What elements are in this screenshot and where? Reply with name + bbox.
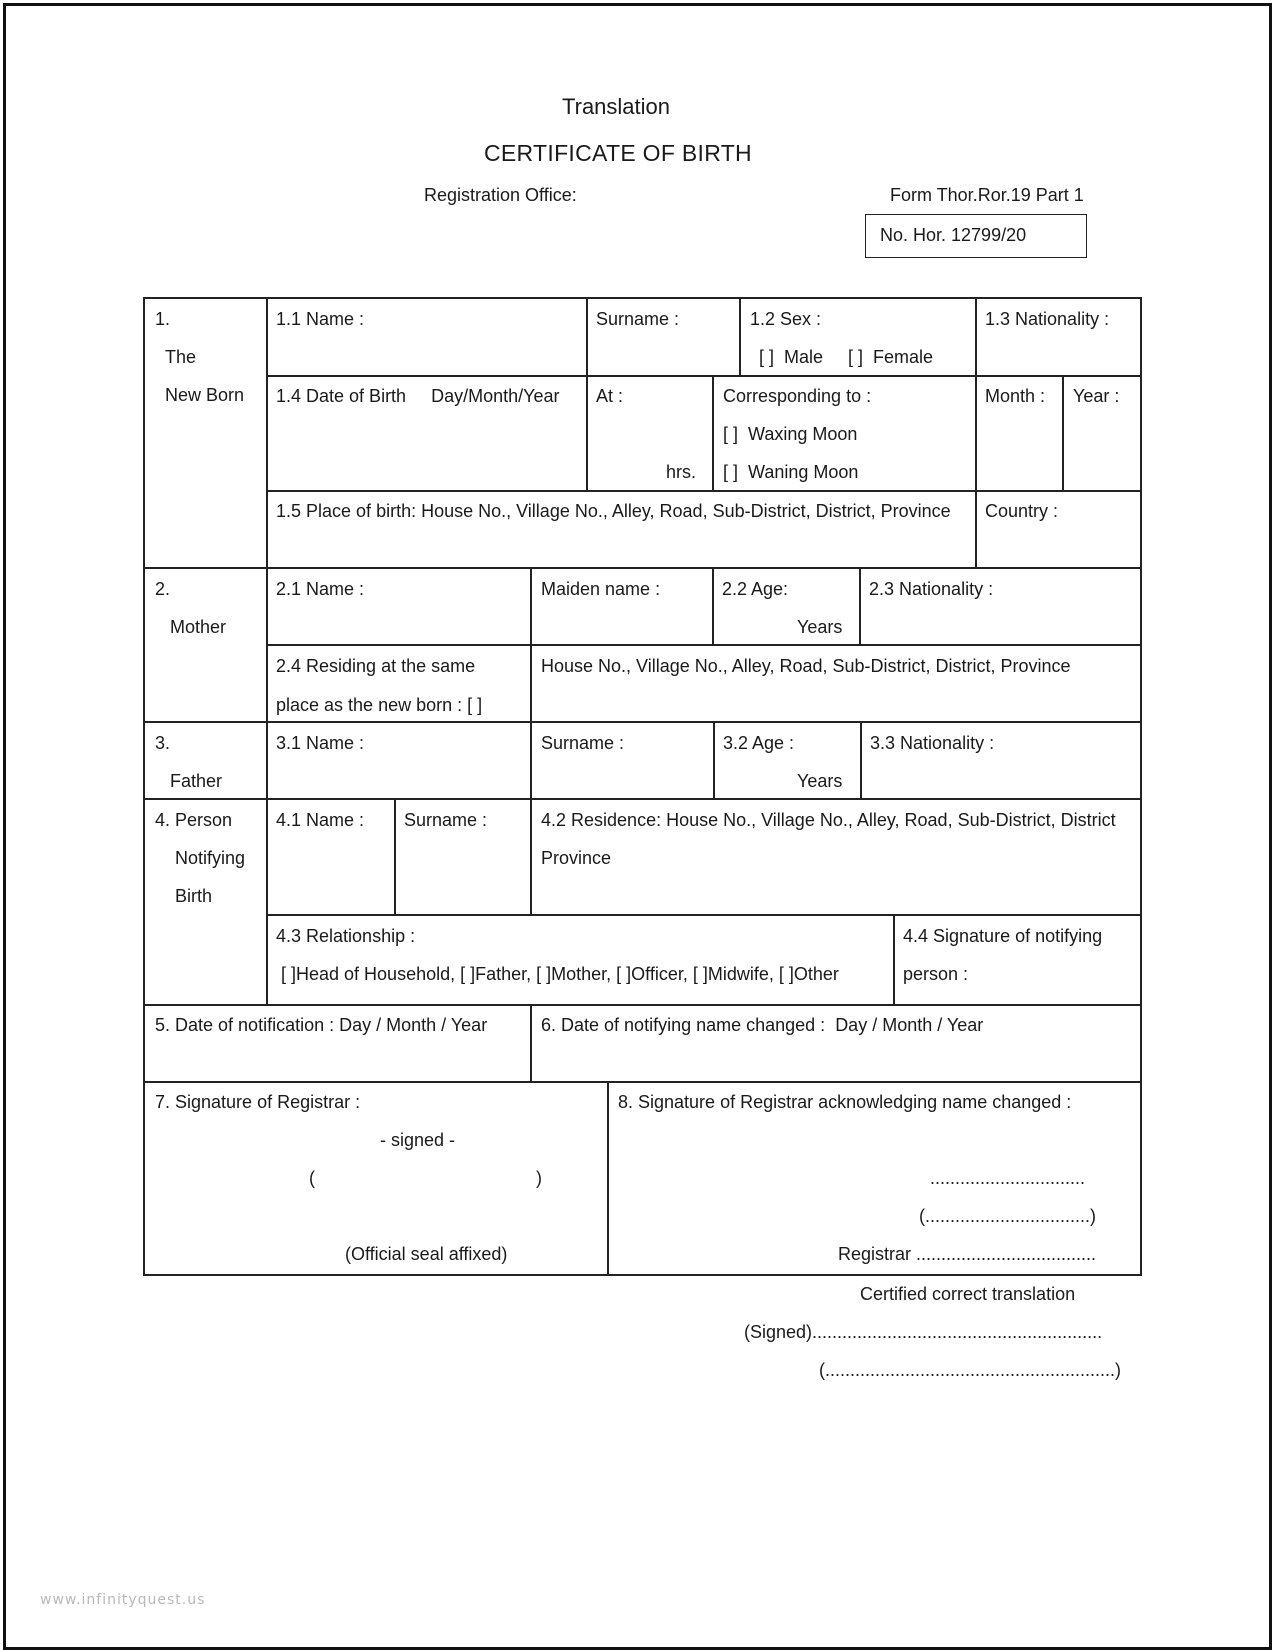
waxing-moon-checkbox: [ ] Waxing Moon [723, 424, 858, 444]
column-divider [975, 299, 977, 567]
registrar-name-open-paren: ( [309, 1168, 315, 1188]
certificate-number: No. Hor. 12799/20 [880, 225, 1027, 245]
certificate-number-box [865, 214, 1087, 258]
father-age-field: 3.2 Age : [723, 733, 795, 753]
section-3-label: Father [170, 771, 223, 791]
hours-unit: hrs. [666, 462, 697, 482]
column-divider [739, 299, 741, 375]
notifier-residence-line1: 4.2 Residence: House No., Village No., Alley, Road, Sub-District, District [541, 810, 1116, 830]
newborn-nationality-field: 1.3 Nationality : [985, 309, 1110, 329]
newborn-sex-field: 1.2 Sex : [750, 309, 822, 329]
father-age-unit: Years [797, 771, 843, 791]
column-divider [712, 375, 714, 490]
row-divider [266, 375, 1142, 377]
section-1-label-line1: The [165, 347, 197, 367]
column-divider [266, 299, 268, 1004]
certificate-table [143, 297, 1142, 1276]
document-label: Translation [562, 94, 671, 119]
section-4-label-line3: Birth [175, 886, 213, 906]
row-divider [266, 644, 1142, 646]
mother-residing-line2: place as the new born : [ ] [276, 695, 483, 715]
column-divider [893, 914, 895, 1004]
registrar-name-close-paren: ) [536, 1168, 542, 1188]
registrar-signature-label: 7. Signature of Registrar : [155, 1092, 361, 1112]
notifier-surname-field: Surname : [404, 810, 488, 830]
section-3-number: 3. [155, 733, 171, 753]
column-divider [586, 299, 588, 490]
column-divider [394, 798, 396, 914]
column-divider [859, 567, 861, 644]
section-2-number: 2. [155, 579, 171, 599]
mother-address-field: House No., Village No., Alley, Road, Sub-District, District, Province [541, 656, 1071, 676]
row-divider [145, 721, 1142, 723]
column-divider [712, 567, 714, 644]
notifier-residence-line2: Province [541, 848, 612, 868]
mother-name-field: 2.1 Name : [276, 579, 365, 599]
registration-office-label: Registration Office: [424, 185, 577, 205]
column-divider [607, 1081, 609, 1276]
place-of-birth-field: 1.5 Place of birth: House No., Village No., Alley, Road, Sub-District, District, Province [276, 501, 951, 521]
watermark: www.infinityquest.us [40, 1592, 206, 1608]
official-seal-note: (Official seal affixed) [345, 1244, 508, 1264]
newborn-sex-options: [ ] Male [ ] Female [759, 347, 934, 367]
name-change-registrar-label: 8. Signature of Registrar acknowledging name changed : [618, 1092, 1072, 1112]
column-divider [713, 721, 715, 798]
section-1-number: 1. [155, 309, 171, 329]
father-nationality-field: 3.3 Nationality : [870, 733, 995, 753]
country-field: Country : [985, 501, 1059, 521]
row-divider [145, 1081, 1142, 1083]
date-of-birth-field: 1.4 Date of Birth Day/Month/Year [276, 386, 560, 406]
translator-signature-line: (Signed).......................................................... [744, 1322, 1103, 1342]
lunar-year-field: Year : [1073, 386, 1120, 406]
birth-time-field: At : [596, 386, 624, 406]
signed-mark: - signed - [380, 1130, 456, 1150]
row-divider [145, 798, 1142, 800]
translator-name-line: (..........................................................) [819, 1360, 1122, 1380]
notifier-signature-line2: person : [903, 964, 969, 984]
mother-residing-line1: 2.4 Residing at the same [276, 656, 476, 676]
name-change-name-line: (.................................) [919, 1206, 1097, 1226]
lunar-corresponding-label: Corresponding to : [723, 386, 872, 406]
row-divider [145, 1004, 1142, 1006]
notification-date-field: 5. Date of notification : Day / Month / Year [155, 1015, 488, 1035]
form-reference: Form Thor.Ror.19 Part 1 [890, 185, 1084, 205]
section-2-label: Mother [170, 617, 227, 637]
name-change-signature-line: ............................... [930, 1168, 1086, 1188]
row-divider [266, 490, 1142, 492]
column-divider [530, 1004, 532, 1081]
column-divider [1062, 375, 1064, 490]
mother-maiden-name-field: Maiden name : [541, 579, 661, 599]
certified-translation-note: Certified correct translation [860, 1284, 1076, 1304]
newborn-surname-field: Surname : [596, 309, 680, 329]
section-1-label-line2: New Born [165, 385, 245, 405]
document-title: CERTIFICATE OF BIRTH [484, 140, 752, 166]
mother-age-field: 2.2 Age: [722, 579, 789, 599]
column-divider [530, 567, 532, 798]
mother-age-unit: Years [797, 617, 843, 637]
father-name-field: 3.1 Name : [276, 733, 365, 753]
relationship-field: 4.3 Relationship : [276, 926, 416, 946]
column-divider [860, 721, 862, 798]
section-4-label-line2: Notifying [175, 848, 246, 868]
row-divider [266, 914, 1142, 916]
relationship-options: [ ]Head of Household, [ ]Father, [ ]Mother, [ ]Officer, [ ]Midwife, [ ]Other [281, 964, 839, 984]
name-change-registrar-line: Registrar .................................... [838, 1244, 1097, 1264]
father-surname-field: Surname : [541, 733, 625, 753]
name-change-date-field: 6. Date of notifying name changed : Day / Month / Year [541, 1015, 984, 1035]
notifier-name-field: 4.1 Name : [276, 810, 365, 830]
column-divider [530, 798, 532, 914]
row-divider [145, 567, 1142, 569]
notifier-signature-line1: 4.4 Signature of notifying [903, 926, 1103, 946]
newborn-name-field: 1.1 Name : [276, 309, 365, 329]
lunar-month-field: Month : [985, 386, 1046, 406]
section-4-label-line1: 4. Person [155, 810, 233, 830]
waning-moon-checkbox: [ ] Waning Moon [723, 462, 859, 482]
mother-nationality-field: 2.3 Nationality : [869, 579, 994, 599]
